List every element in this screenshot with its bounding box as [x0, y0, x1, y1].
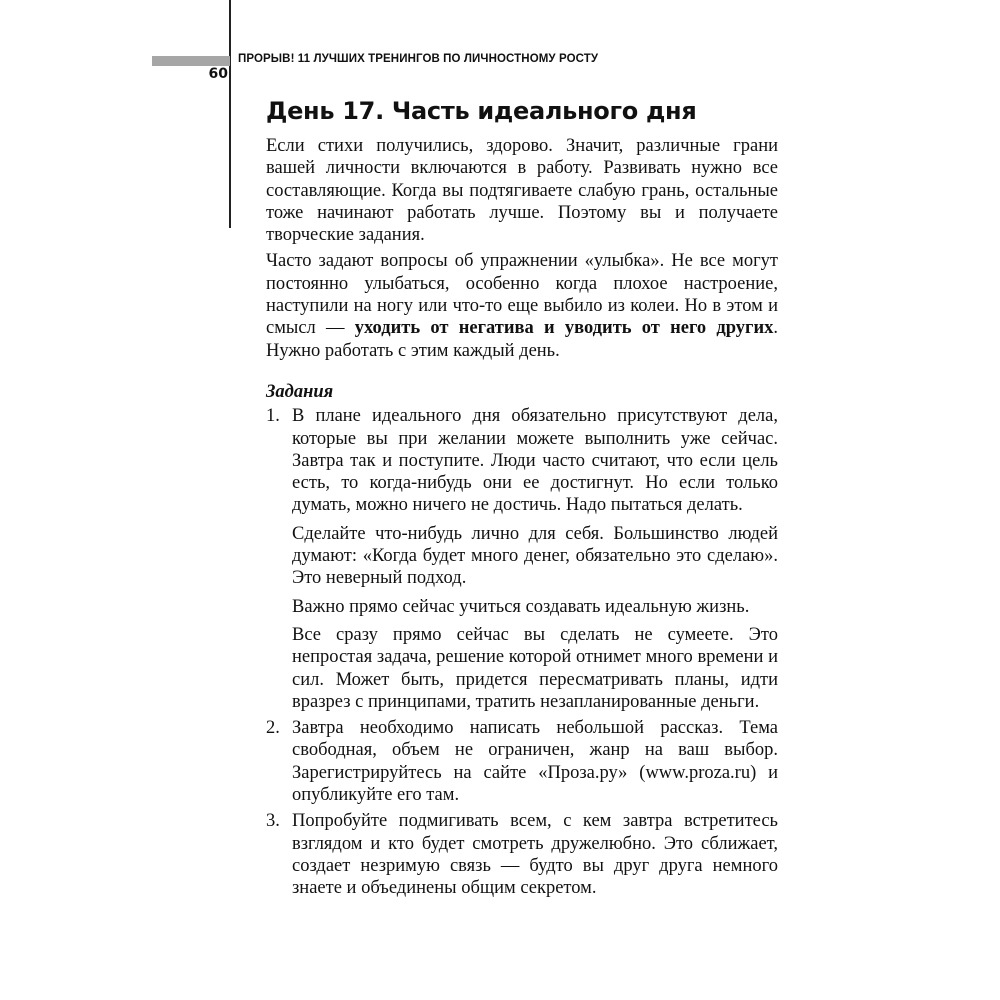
task-item	[266, 405, 778, 713]
task-item	[266, 810, 778, 899]
task-paragraph: Попробуйте подмигивать всем, с кем завтра встретитесь взглядом и кто будет смотреть дружелюбно. Это сближает, создает незримую связь — будто вы друг друга немного знаете и объединены общим секретом.	[292, 811, 778, 899]
page-number: 60	[208, 66, 228, 82]
task-number: 1.	[266, 406, 280, 427]
task-paragraph: В плане идеального дня обязательно присутствуют дела, которые вы при желании можете выполнить уже сейчас. Завтра так и поступите. Люди часто считают, что если цель есть, то когда-нибудь они ее достигнут. Но если только думать, можно ничего не достичь. Надо пытаться делать.	[292, 406, 778, 516]
task-paragraph: Завтра необходимо написать небольшой рассказ. Тема свободная, объем не ограничен, жанр на ваш выбор. Зарегистрируйтесь на сайте «Проза.ру» (www.proza.ru) и опубликуйте его там.	[292, 718, 778, 806]
intro-paragraph: Если стихи получились, здорово. Значит, различные грани вашей личности включаются в работу. Развивать нужно все составляющие. Когда вы подтягиваете слабую грань, остальные тоже начинают работать лучше. Поэтому вы и получаете творческие задания.	[266, 136, 778, 246]
page-title: День 17. Часть идеального дня	[266, 97, 697, 125]
header-bar	[152, 56, 230, 66]
task-paragraph: Важно прямо сейчас учиться создавать идеальную жизнь.	[292, 596, 750, 617]
task-item	[266, 717, 778, 806]
intro-paragraph	[266, 250, 778, 361]
task-paragraph: Все сразу прямо сейчас вы сделать не сумеете. Это непростая задача, решение которой отнимет много времени и сил. Может быть, придется пересматривать планы, идти вразрез с принципами, тратить незапланированные деньги.	[292, 624, 778, 712]
emphasis-text: уходить от негатива и уводить от него других	[354, 318, 774, 339]
margin-rule	[229, 0, 231, 228]
tasks-heading: Задания	[266, 381, 334, 402]
body-text	[266, 135, 778, 904]
text-span: . Нужно работать с этим каждый день.	[266, 318, 778, 361]
running-head: ПРОРЫВ! 11 ЛУЧШИХ ТРЕНИНГОВ ПО ЛИЧНОСТНОМУ РОСТУ	[238, 53, 599, 65]
task-paragraph: Сделайте что-нибудь лично для себя. Большинство людей думают: «Когда будет много денег, обязательно это сделаю». Это неверный подход.	[292, 523, 778, 589]
task-number: 2.	[266, 718, 280, 739]
text-span: Часто задают вопросы об упражнении «улыбка». Не все могут постоянно улыбаться, особенно когда плохое настроение, наступили на ногу или что-то еще выбило из колеи. Но в этом и смысл —	[266, 251, 778, 339]
task-number: 3.	[266, 811, 280, 832]
